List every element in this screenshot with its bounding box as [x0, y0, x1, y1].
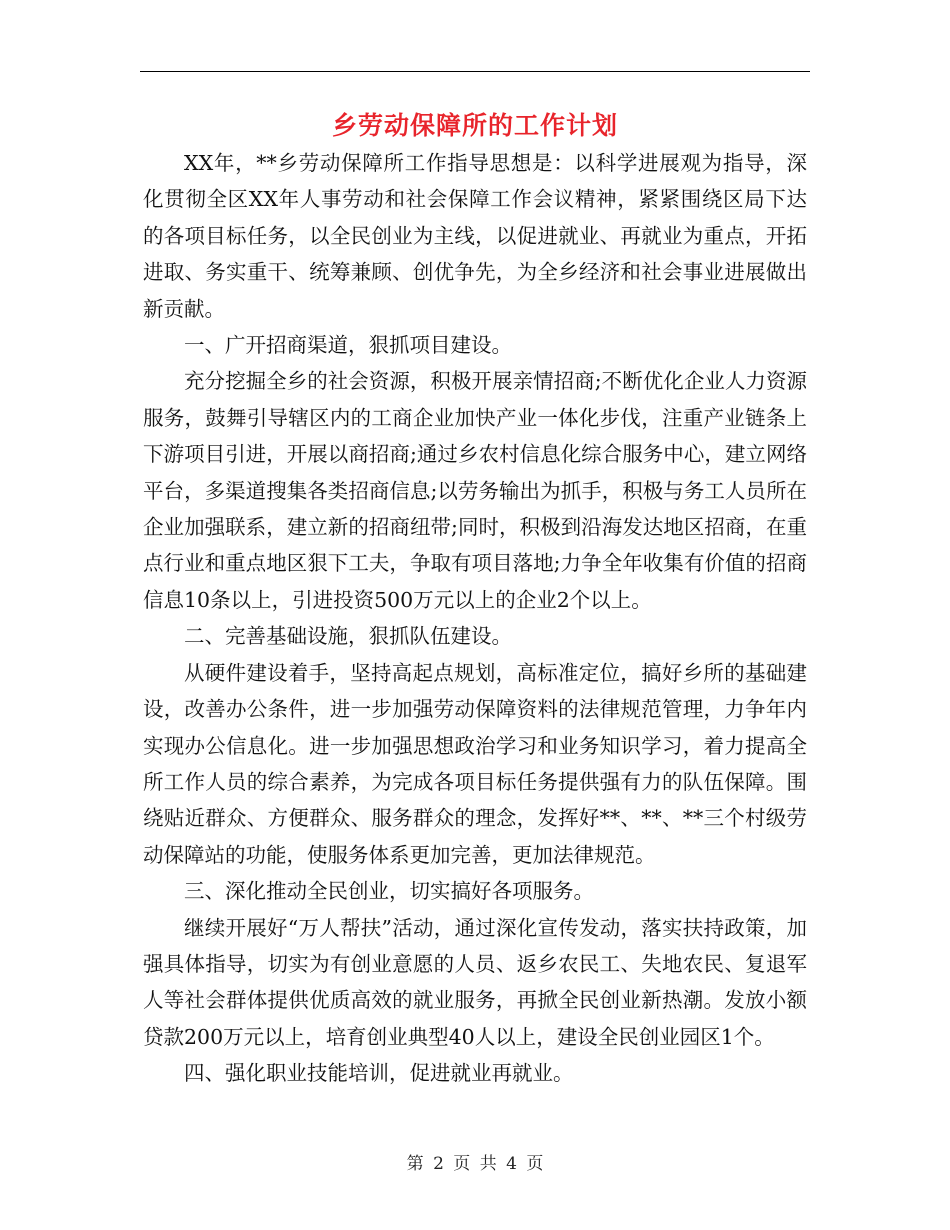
paragraph-intro: XX年，**乡劳动保障所工作指导思想是：以科学进展观为指导，深化贯彻全区XX年人事劳动和社会保障工作会议精神，紧紧围绕区局下达的各项目标任务，以全民创业为主线，以促进就业、再就业为重点，开拓进取、务实重干、统筹兼顾、创优争先，为全乡经济和社会事业进展做出新贡献。	[143, 151, 807, 321]
document-title: 乡劳动保障所的工作计划	[331, 111, 618, 140]
section-heading-2: 二、完善基础设施，狠抓队伍建设。	[184, 624, 512, 649]
paragraph-section-1: 充分挖掘全乡的社会资源，积极开展亲情招商;不断优化企业人力资源服务，鼓舞引导辖区内的工商企业加快产业一体化步伐，注重产业链条上下游项目引进，开展以商招商;通过乡农村信息化综合服务中心，建立网络平台，多渠道搜集各类招商信息;以劳务输出为抓手，积极与务工人员所在企业加强联系，建立新的招商纽带;同时，积极到沿海发达地区招商，在重点行业和重点地区狠下工夫，争取有项目落地;力争全年收集有价值的招商信息10条以上，引进投资500万元以上的企业2个以上。	[143, 369, 807, 612]
paragraph-section-2: 从硬件建设着手，坚持高起点规划，高标准定位，搞好乡所的基础建设，改善办公条件，进一步加强劳动保障资料的法律规范管理，力争年内实现办公信息化。进一步加强思想政治学习和业务知识学习，着力提高全所工作人员的综合素养，为完成各项目标任务提供强有力的队伍保障。围绕贴近群众、方便群众、服务群众的理念，发挥好**、**、**三个村级劳动保障站的功能，使服务体系更加完善，更加法律规范。	[143, 660, 807, 867]
document-body	[143, 145, 807, 1092]
section-heading-3: 三、深化推动全民创业，切实搞好各项服务。	[184, 879, 594, 904]
paragraph-section-3: 继续开展好“万人帮扶”活动，通过深化宣传发动，落实扶持政策，加强具体指导，切实为有创业意愿的人员、返乡农民工、失地农民、复退军人等社会群体提供优质高效的就业服务，再掀全民创业新热潮。发放小额贷款200万元以上，培育创业典型40人以上，建设全民创业园区1个。	[143, 915, 807, 1049]
page-number: 第 2 页 共 4 页	[406, 1154, 544, 1174]
header-rule	[140, 71, 810, 72]
section-heading-1: 一、广开招商渠道，狠抓项目建设。	[184, 333, 512, 358]
section-heading-4: 四、强化职业技能培训，促进就业再就业。	[184, 1061, 574, 1086]
